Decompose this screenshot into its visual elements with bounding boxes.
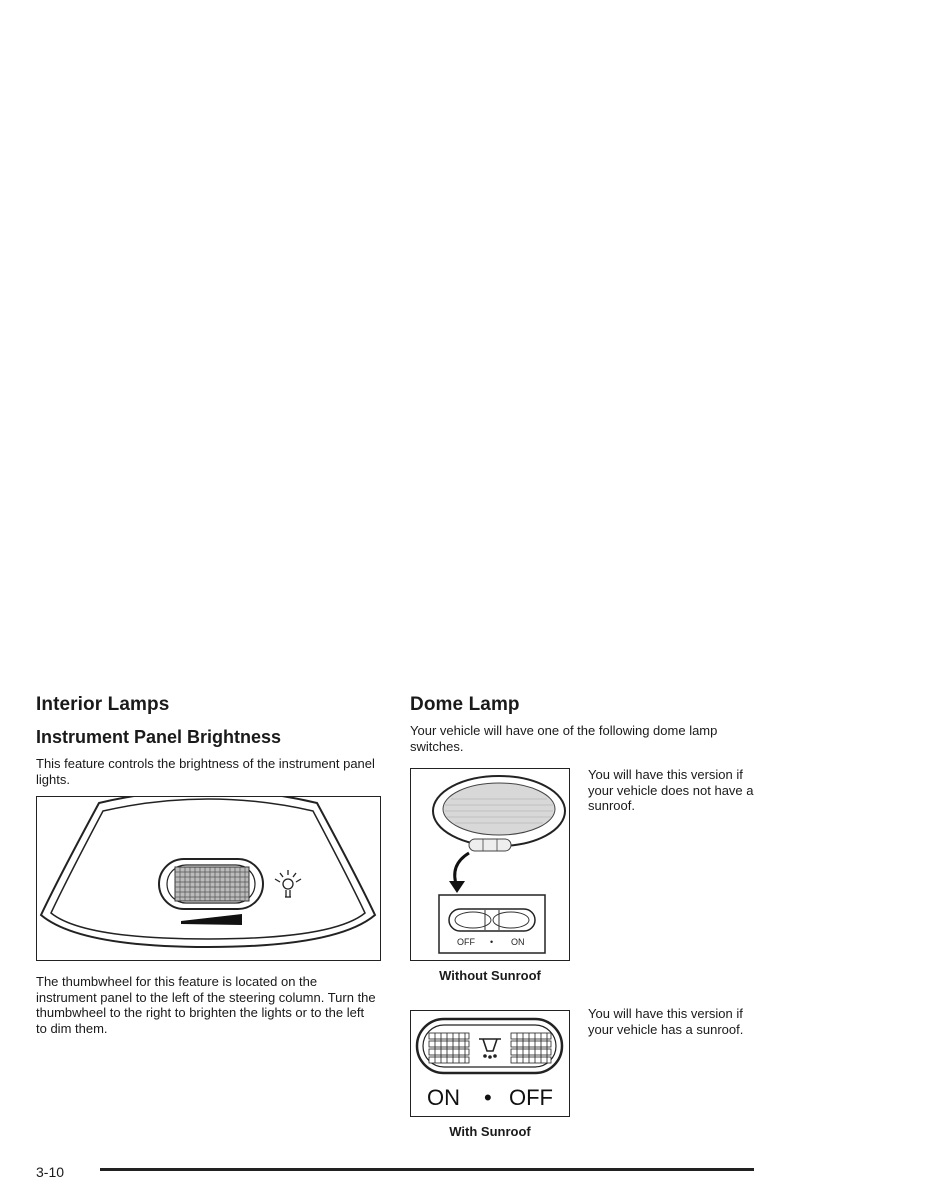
caption-without-sunroof: Without Sunroof <box>439 968 541 983</box>
switch-dot-label: • <box>490 937 494 947</box>
switch-on-label-large: ON <box>427 1085 460 1110</box>
dome-lamp-version2-text: You will have this version if your vehicle has a sunroof. <box>588 1006 744 1037</box>
dome-lamp-switch-small-icon <box>469 839 511 851</box>
instrument-panel-figure <box>36 796 381 961</box>
instrument-panel-intro-text: This feature controls the brightness of the instrument panel lights. <box>36 756 375 787</box>
dome-lamp-with-sunroof-figure <box>410 1010 570 1117</box>
switch-on-label: ON <box>511 937 525 947</box>
switch-off-label: OFF <box>457 937 475 947</box>
section-title-dome-lamp: Dome Lamp <box>410 694 520 715</box>
section-title-interior-lamps: Interior Lamps <box>36 694 170 715</box>
thumbwheel-icon <box>159 859 263 909</box>
instrument-panel-body-text: The thumbwheel for this feature is located on the instrument panel to the left of the steering column. Turn the thumbwheel to the right to brighten the lights or to the left to dim them. <box>36 974 376 1036</box>
dome-lamp-intro-text: Your vehicle will have one of the following dome lamp switches. <box>410 723 718 754</box>
dome-lamp-without-sunroof-figure <box>410 768 570 961</box>
lamp-icon <box>275 870 301 897</box>
dome-lamp-switch-zoom-icon <box>449 909 535 931</box>
arrow-down-icon <box>449 881 465 893</box>
instrument-panel-illustration <box>37 797 379 959</box>
switch-off-label-large: OFF <box>509 1085 553 1110</box>
dome-lamp-with-sunroof-illustration <box>411 1011 568 1115</box>
subsection-title-instrument-panel-brightness: Instrument Panel Brightness <box>36 727 282 747</box>
footer-rule <box>100 1168 754 1171</box>
caption-with-sunroof: With Sunroof <box>449 1124 531 1139</box>
dome-lamp-without-sunroof-illustration <box>411 769 568 959</box>
switch-dot-label-large: • <box>484 1085 492 1110</box>
dim-brighten-wedge-icon <box>181 914 242 925</box>
page-number: 3-10 <box>36 1164 65 1180</box>
dome-lamp-version1-text: You will have this version if your vehicle does not have a sunroof. <box>588 767 754 813</box>
